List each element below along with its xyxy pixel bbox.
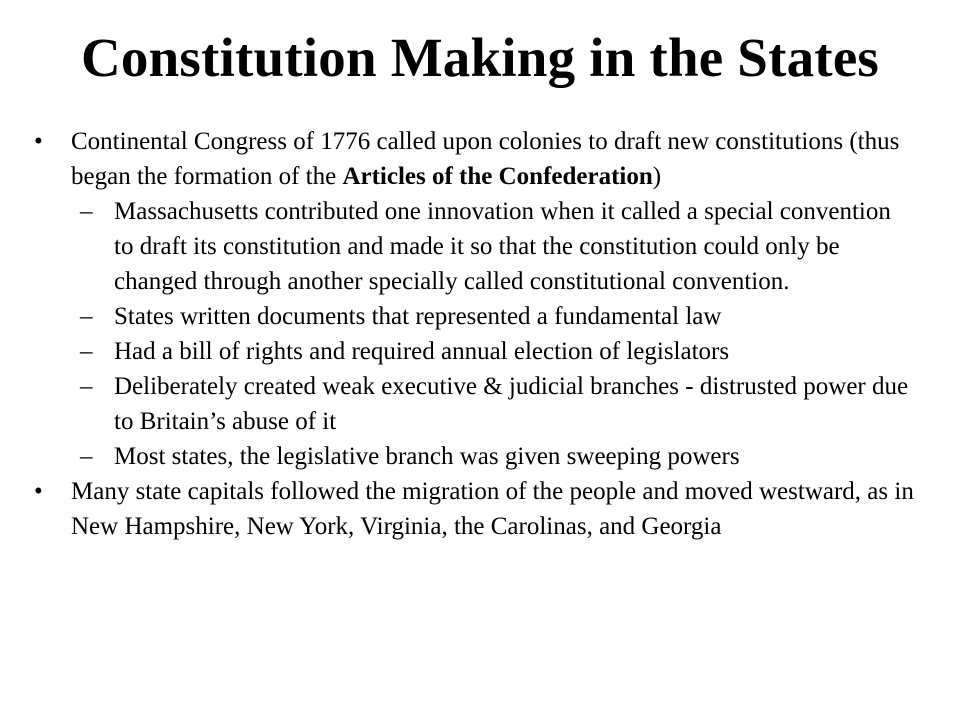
slide-body (0, 124, 960, 544)
bullet-icon: • (34, 128, 43, 155)
bullet-bold-text: Articles of the Confederation (342, 163, 653, 190)
bullet-icon: • (34, 478, 43, 505)
dash-icon: – (80, 198, 93, 225)
sub-item-weak-executive (0, 369, 914, 439)
sub-item-text: Deliberately created weak executive & judicial branches - distrusted power due to Britain’s abuse of it (114, 373, 909, 435)
slide-title: Constitution Making in the States (80, 27, 880, 88)
bullet-text-before: Continental Congress of 1776 called upon colonies to draft new constitutions (thus began the formation of the (71, 128, 900, 190)
sub-item-legislative-powers (0, 439, 914, 474)
sub-item-text: Massachusetts contributed one innovation when it called a special convention to draft its constitution and made it so that the constitution could only be changed through another specially called constitutional convention. (114, 198, 891, 295)
bullet-item-state-capitals (0, 474, 921, 544)
dash-icon: – (80, 303, 93, 330)
sub-item-text: States written documents that represented a fundamental law (114, 303, 722, 330)
sub-list (0, 194, 960, 474)
sub-item-text: Most states, the legislative branch was given sweeping powers (114, 443, 740, 470)
dash-icon: – (80, 373, 93, 400)
sub-item-text: Had a bill of rights and required annual election of legislators (114, 338, 730, 365)
sub-item-bill-of-rights (0, 334, 914, 369)
dash-icon: – (80, 338, 93, 365)
bullet-text-after: ) (652, 163, 662, 190)
sub-item-massachusetts (0, 194, 914, 299)
bullet-text: Many state capitals followed the migration of the people and moved westward, as in New Hampshire, New York, Virginia, the Carolinas, and Georgia (71, 478, 914, 540)
dash-icon: – (80, 443, 93, 470)
bullet-item-continental-congress (0, 124, 921, 194)
sub-item-fundamental-law (0, 299, 914, 334)
